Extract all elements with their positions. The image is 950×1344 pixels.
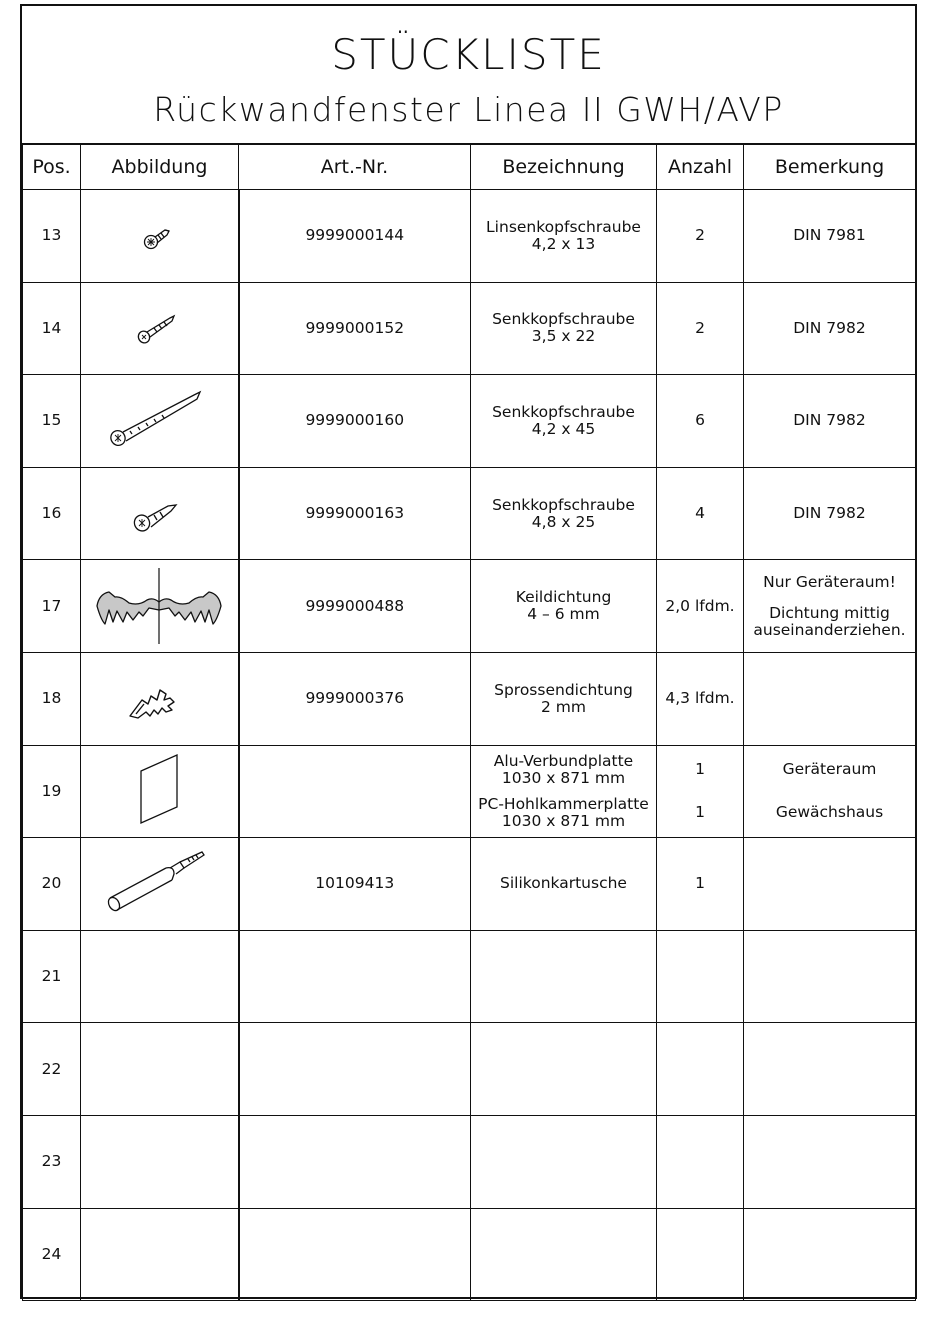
image-cell (81, 745, 239, 838)
parts-table (22, 144, 916, 1301)
col-header-quantity: Anzahl (657, 145, 744, 190)
table-header-row (23, 145, 916, 190)
col-header-remark: Bemerkung (744, 145, 916, 190)
table-row (23, 930, 916, 1023)
remark-line: Dichtung mittig (769, 603, 890, 622)
header (22, 6, 915, 144)
article-number-cell: 9999000488 (239, 560, 471, 653)
description-cell: Silikonkartusche (471, 838, 657, 931)
description-name: PC-Hohlkammerplatte (478, 794, 649, 813)
image-cell (81, 560, 239, 653)
description-cell (471, 930, 657, 1023)
countersunk-screw-icon (124, 303, 194, 353)
pos-cell: 16 (23, 467, 81, 560)
silicone-cartridge-icon (104, 846, 214, 922)
quantity-cell (657, 930, 744, 1023)
remark-cell: DIN 7981 (744, 190, 916, 283)
image-cell (81, 1208, 239, 1301)
image-cell (81, 930, 239, 1023)
description-cell (471, 560, 657, 653)
description-name: Senkkopfschraube (492, 310, 635, 329)
description-cell (471, 282, 657, 375)
article-number-cell (239, 1023, 471, 1116)
pos-cell: 20 (23, 838, 81, 931)
col-header-description: Bezeichnung (471, 145, 657, 190)
countersunk-screw-icon (124, 489, 194, 539)
article-number-cell: 9999000376 (239, 652, 471, 745)
description-cell (471, 467, 657, 560)
remark-line: Gewächshaus (775, 803, 884, 822)
article-number-cell: 9999000152 (239, 282, 471, 375)
remark-cell: DIN 7982 (744, 467, 916, 560)
remark-cell (744, 652, 916, 745)
image-cell (81, 467, 239, 560)
quantity-value: 1 (695, 760, 705, 779)
remark-cell: DIN 7982 (744, 375, 916, 468)
remark-cell (744, 930, 916, 1023)
table-row (23, 1023, 916, 1116)
remark-cell (744, 560, 916, 653)
description-cell (471, 1115, 657, 1208)
quantity-cell: 2 (657, 190, 744, 283)
quantity-value: 1 (695, 803, 705, 822)
description-cell (471, 375, 657, 468)
panel-plate-icon (129, 751, 189, 831)
pos-cell: 15 (23, 375, 81, 468)
remark-cell: DIN 7982 (744, 282, 916, 375)
table-row (23, 1208, 916, 1301)
table-row (23, 838, 916, 931)
image-cell (81, 1023, 239, 1116)
col-header-article-number: Art.-Nr. (239, 145, 471, 190)
table-row (23, 745, 916, 838)
image-cell (81, 282, 239, 375)
pos-cell: 13 (23, 190, 81, 283)
description-name: Alu-Verbundplatte (493, 751, 634, 770)
description-cell (471, 1208, 657, 1301)
page-subtitle: Rückwandfenster Linea II GWH/AVP (153, 90, 784, 129)
remark-cell (744, 1023, 916, 1116)
col-header-pos: Pos. (23, 145, 81, 190)
quantity-cell (657, 745, 744, 838)
article-number-cell: 9999000163 (239, 467, 471, 560)
quantity-cell: 4,3 lfdm. (657, 652, 744, 745)
article-number-cell (239, 745, 471, 838)
quantity-cell (657, 1023, 744, 1116)
description-size: 4,8 x 25 (531, 512, 596, 531)
table-row (23, 375, 916, 468)
description-cell (471, 745, 657, 838)
wedge-seal-profile-icon (89, 566, 229, 646)
table-row (23, 467, 916, 560)
pos-cell: 17 (23, 560, 81, 653)
col-header-image: Abbildung (81, 145, 239, 190)
quantity-cell: 6 (657, 375, 744, 468)
description-cell (471, 652, 657, 745)
table-row (23, 1115, 916, 1208)
description-size: 3,5 x 22 (531, 327, 596, 346)
description-name: Sprossendichtung (494, 680, 633, 699)
article-number-cell: 9999000160 (239, 375, 471, 468)
image-cell (81, 375, 239, 468)
description-cell (471, 190, 657, 283)
page-title: STÜCKLISTE (331, 30, 606, 79)
round-head-screw-icon (129, 216, 189, 256)
pos-cell: 24 (23, 1208, 81, 1301)
description-name: Senkkopfschraube (492, 495, 635, 514)
table-row (23, 282, 916, 375)
description-name: Linsenkopfschraube (486, 217, 641, 236)
pos-cell: 23 (23, 1115, 81, 1208)
pos-cell: 19 (23, 745, 81, 838)
quantity-cell (657, 1208, 744, 1301)
quantity-cell: 1 (657, 838, 744, 931)
quantity-cell: 2 (657, 282, 744, 375)
pos-cell: 21 (23, 930, 81, 1023)
remark-cell (744, 838, 916, 931)
description-size: 4,2 x 45 (531, 419, 596, 438)
table-row (23, 190, 916, 283)
image-cell (81, 190, 239, 283)
description-name: Senkkopfschraube (492, 402, 635, 421)
image-cell (81, 652, 239, 745)
pos-cell: 18 (23, 652, 81, 745)
description-size: 4,2 x 13 (531, 234, 596, 253)
image-cell (81, 838, 239, 931)
pos-cell: 14 (23, 282, 81, 375)
article-number-cell: 9999000144 (239, 190, 471, 283)
remark-line: Geräteraum (782, 760, 877, 779)
article-number-cell (239, 930, 471, 1023)
table-row (23, 652, 916, 745)
table-row (23, 560, 916, 653)
quantity-cell (657, 1115, 744, 1208)
parts-list-sheet (20, 4, 917, 1299)
description-size: 1030 x 871 mm (501, 811, 626, 830)
description-size: 2 mm (541, 697, 586, 716)
pos-cell: 22 (23, 1023, 81, 1116)
remark-line: Nur Geräteraum! (763, 572, 896, 591)
remark-cell (744, 745, 916, 838)
quantity-cell: 4 (657, 467, 744, 560)
image-cell (81, 1115, 239, 1208)
remark-cell (744, 1208, 916, 1301)
article-number-cell (239, 1115, 471, 1208)
glazing-bar-seal-icon (124, 674, 194, 724)
description-size: 1030 x 871 mm (501, 768, 626, 787)
article-number-cell (239, 1208, 471, 1301)
article-number-cell: 10109413 (239, 838, 471, 931)
long-countersunk-screw-icon (104, 386, 214, 456)
description-name: Keildichtung (515, 588, 612, 607)
remark-cell (744, 1115, 916, 1208)
remark-line: auseinanderziehen. (753, 620, 906, 639)
description-cell (471, 1023, 657, 1116)
description-size: 4 – 6 mm (527, 605, 600, 624)
quantity-cell: 2,0 lfdm. (657, 560, 744, 653)
